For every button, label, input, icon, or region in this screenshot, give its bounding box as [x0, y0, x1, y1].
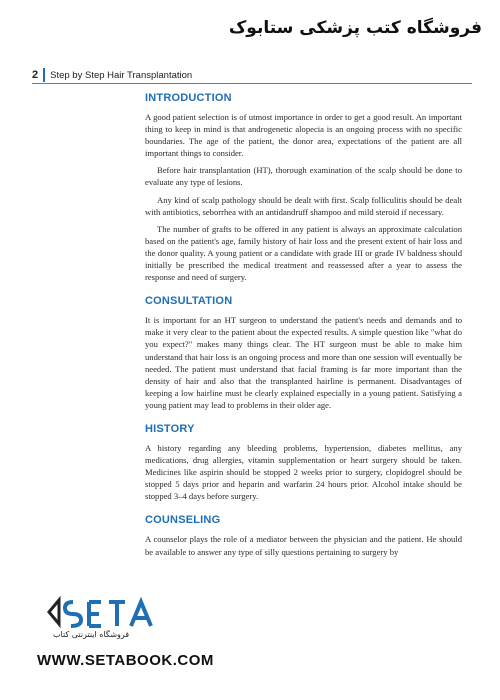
section-heading: CONSULTATION — [145, 295, 233, 308]
paragraph: A good patient selection is of utmost importance in order to get a good result. An important thing to keep in mind is that androgenetic alopecia is an ongoing process with no specific boundaries. The age of the patient, the donor area, expectations of the patient are all important things to consider. — [145, 112, 462, 159]
section-heading: HISTORY — [145, 422, 195, 435]
header-divider — [43, 68, 45, 82]
paragraph: Before hair transplantation (HT), thorough examination of the scalp should be done to evaluate any type of lesions. — [145, 165, 462, 188]
paragraph: Any kind of scalp pathology should be dealt with first. Scalp folliculitis should be dealt with antibiotics, seborrhea with an antidandruff shampoo and mild steroid if necessary. — [145, 194, 462, 217]
watermark-subtitle: فروشگاه اینترنتی کتاب — [53, 630, 130, 639]
book-title: Step by Step Hair Transplantation — [50, 69, 193, 81]
store-banner-title: فروشگاه کتب پزشکی ستابوک — [228, 18, 482, 38]
section-introduction — [145, 92, 462, 283]
paragraph: A counselor plays the role of a mediator between the physician and the patient. He should be available to answer any type of silly questions pertaining to surgery by — [145, 534, 462, 557]
section-heading: INTRODUCTION — [145, 92, 232, 104]
running-head — [32, 66, 472, 84]
header-rule — [32, 83, 472, 84]
setabook-watermark — [35, 590, 235, 700]
page-body — [145, 92, 462, 570]
paragraph: It is important for an HT surgeon to understand the patient's needs and demands and to make it very clear to the patient about the expected results. A simple question like "what do you expect?" makes many things clear. The HT surgeon must be able to make him understand that hair loss is an ongoing process and more than one session will eventually be needed. The patient must understand that facial framing is far more important than the density of hair and also that the transplanted hairline is permanent. Disadvantages of keeping a low hairline must be clearly explained especially in a young patient. Satisfying a young patient may lead to problems in their older age. — [145, 315, 462, 410]
section-consultation — [145, 295, 462, 411]
paragraph: A history regarding any bleeding problems, hypertension, diabetes mellitus, any medications, drug allergies, vitamin supplementation or heart surgery should be taken. Medicines like aspirin should be stopped 2 weeks prior to surgery, clopidogrel should be stopped 5 days prior and heparin and warfarin 24 hours prior. Alcohol intake should be stopped 3–4 days before surgery. — [145, 442, 462, 502]
page-number: 2 — [32, 69, 39, 81]
section-heading: COUNSELING — [145, 514, 221, 527]
setabook-logo-icon — [43, 594, 163, 630]
watermark-url: WWW.SETABOOK.COM — [37, 652, 214, 669]
section-history — [145, 423, 462, 502]
section-counseling — [145, 514, 462, 557]
paragraph: The number of grafts to be offered in any patient is always an approximate calculation based on the patient's age, family history of hair loss and the present extent of hair loss and the donor quality. A young patient or a candidate with grade III or grade IV baldness should initially be prescribed the medical treatment and reassessed after a year to assess the response and need of surgery. — [145, 223, 462, 283]
